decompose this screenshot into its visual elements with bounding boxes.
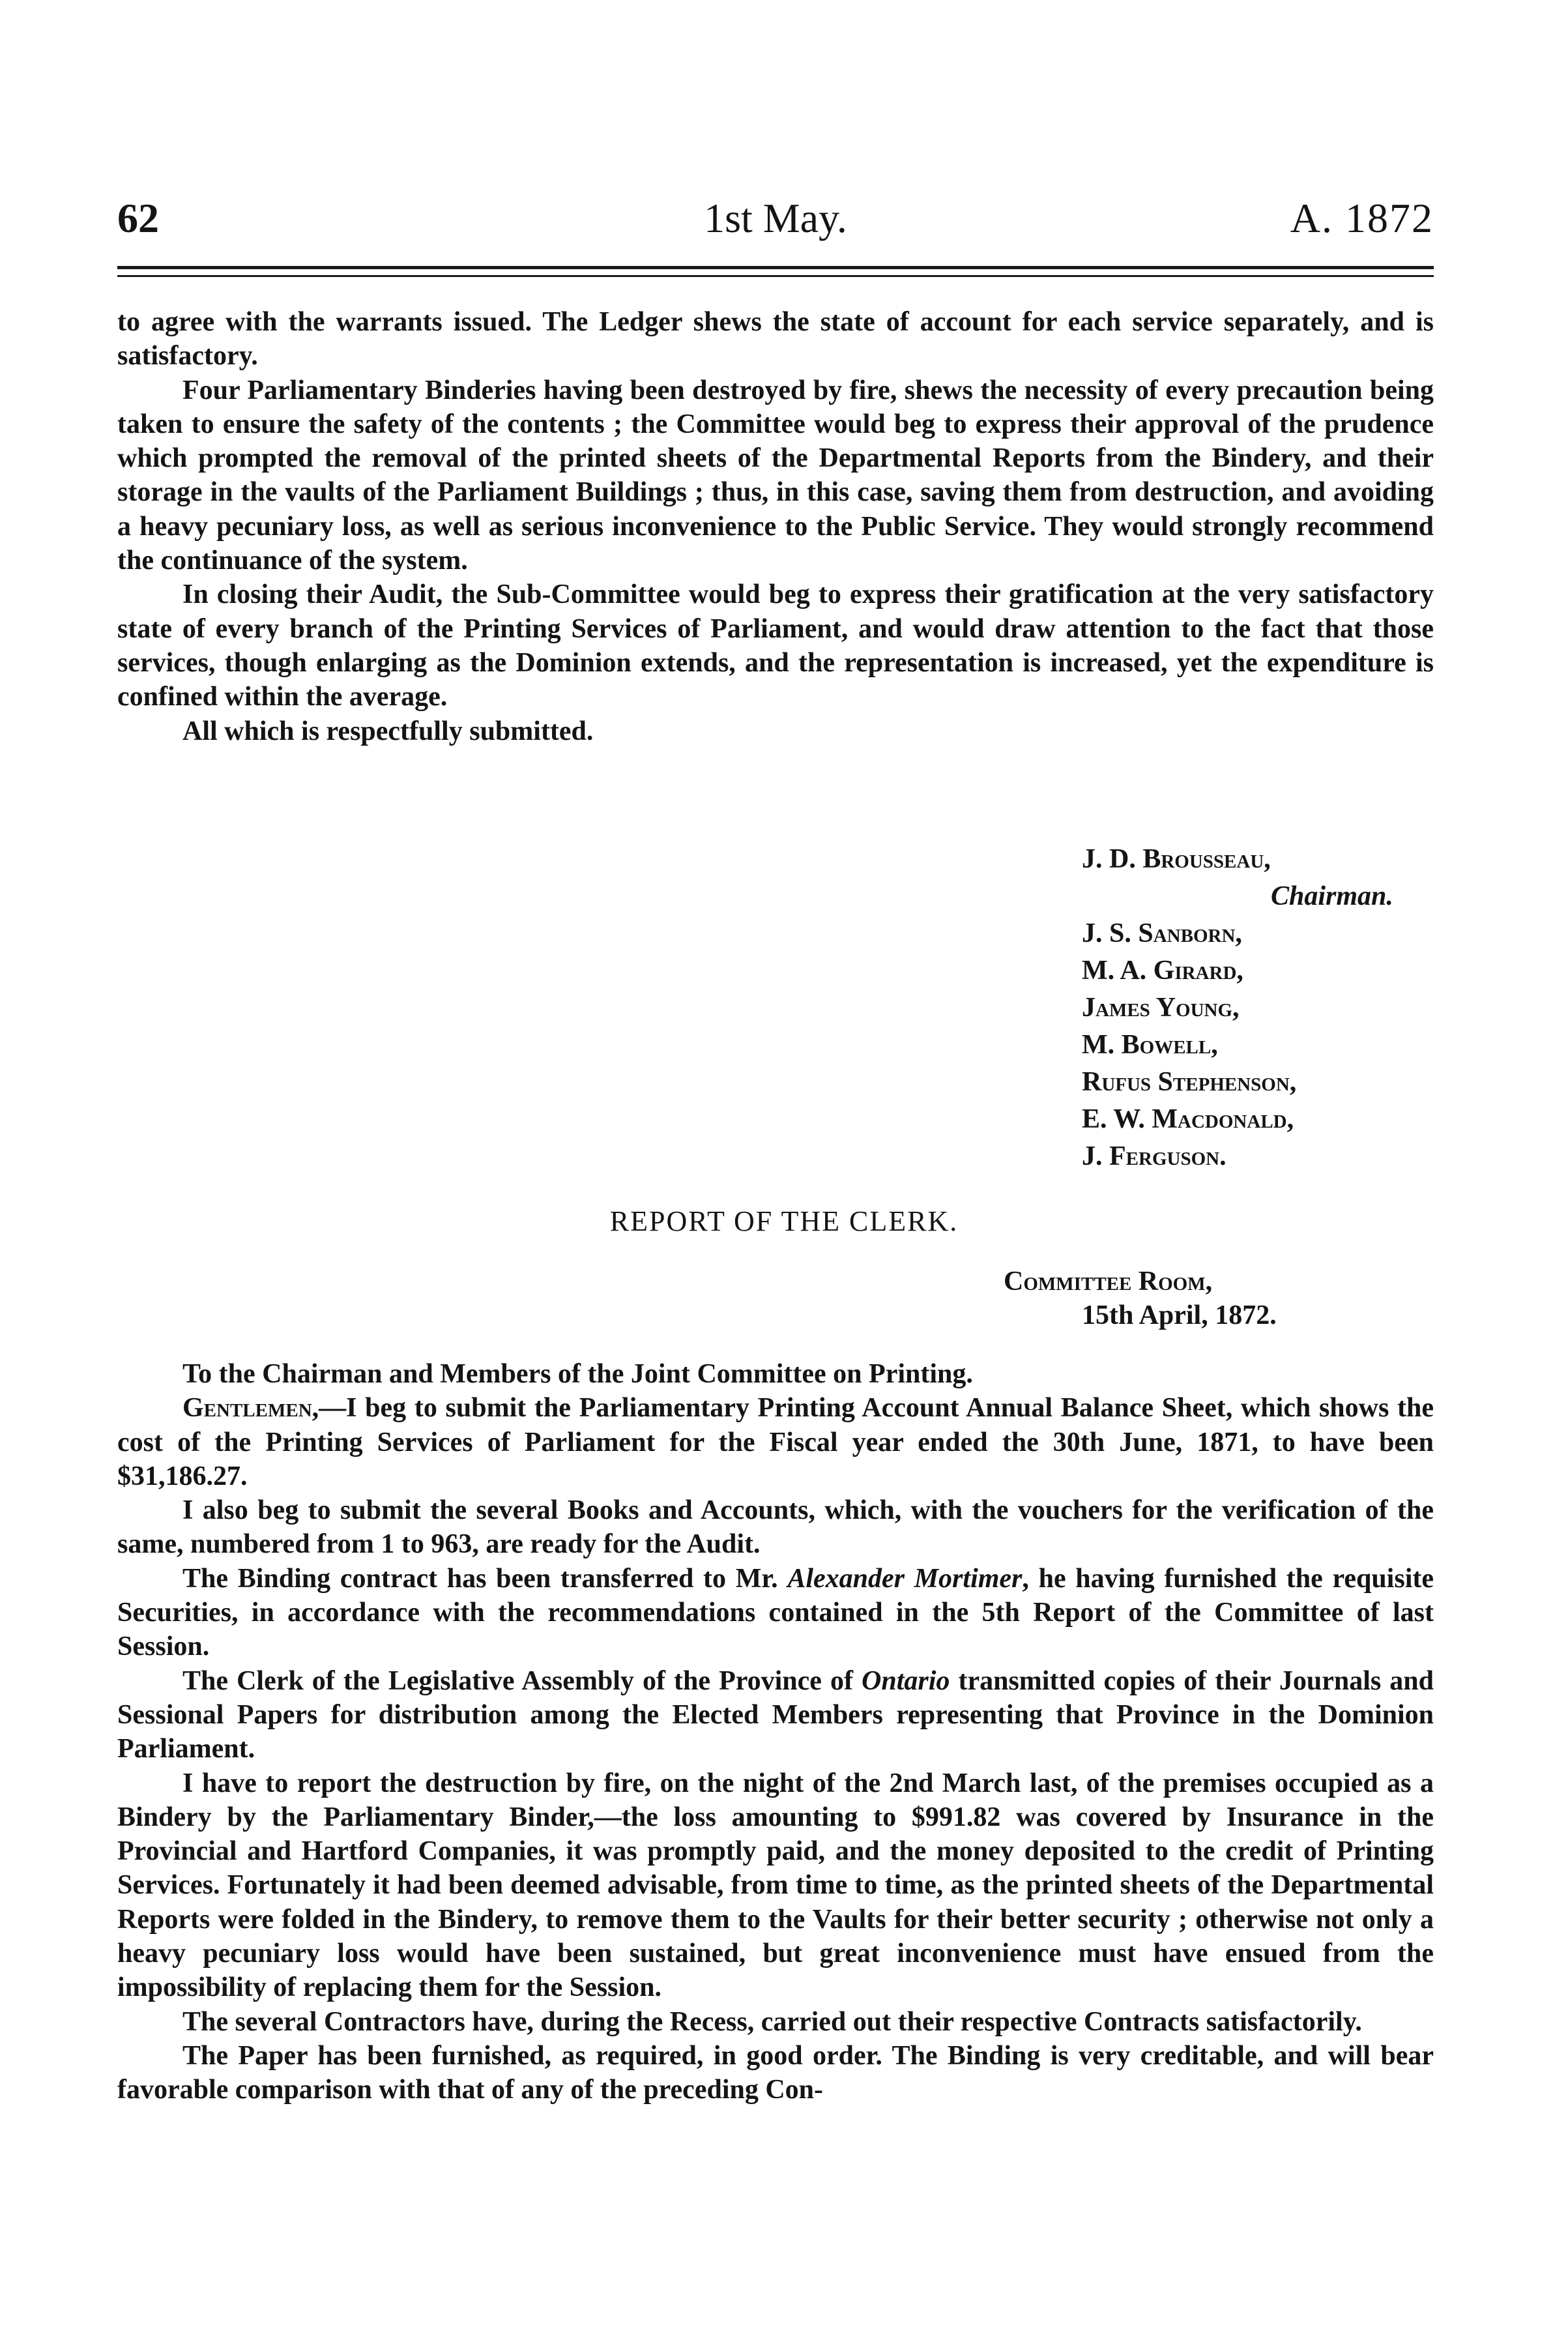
clerk-paragraph-text: , he having furnished the requisite Securities, in accordance with the recommendations contained in the 5th Report of the Committee of last Session. xyxy=(117,1563,1434,1662)
page-number: 62 xyxy=(117,195,159,241)
clerk-paragraph xyxy=(117,1664,1434,1766)
clerk-paragraph-text: The Binding contract has been transferred to Mr. xyxy=(182,1563,788,1594)
binder-name: Alexander Mortimer xyxy=(787,1563,1023,1594)
signatory: E. W. Macdonald, xyxy=(1082,1104,1294,1134)
header-rule-thick xyxy=(117,266,1434,269)
clerk-paragraph-text: transmitted copies of their Journals and Sessional Papers for distribution among the Elected Members representing that Province in the Dominion Parliament. xyxy=(117,1665,1434,1764)
clerk-paragraph xyxy=(117,1562,1434,1664)
signatory: J. S. Sanborn, xyxy=(1082,918,1242,948)
signatory: M. Bowell, xyxy=(1082,1030,1218,1060)
header-rule-thin xyxy=(117,275,1434,277)
chairman-title: Chairman. xyxy=(1271,881,1393,911)
salutation: To the Chairman and Members of the Joint Committee on Printing. xyxy=(182,1359,973,1389)
clerk-paragraph: The several Contractors have, during the Recess, carried out their respective Contracts satisfactorily. xyxy=(182,2006,1362,2037)
signatory: M. A. Girard, xyxy=(1082,956,1243,986)
signatory: J. Ferguson. xyxy=(1082,1141,1227,1171)
clerk-paragraph: The Paper has been furnished, as required, in good order. The Binding is very creditable, and will bear favorable comparison with that of any of the preceding Con- xyxy=(117,2040,1434,2105)
header-date: 1st May. xyxy=(704,195,847,241)
clerk-paragraph-text: The Clerk of the Legislative Assembly of the Province of xyxy=(182,1665,862,1696)
dateline-place: Committee Room, xyxy=(1004,1266,1213,1296)
audit-closing: All which is respectfully submitted. xyxy=(182,716,594,746)
clerk-paragraph xyxy=(117,1391,1434,1493)
gentlemen-salutation: Gentlemen, xyxy=(182,1393,319,1424)
clerk-paragraph: I have to report the destruction by fire, on the night of the 2nd March last, of the premises occupied as a Bindery by the Parliamentary Binder,—the loss amounting to $991.82 was covered by Insurance in the Provincial and Hartford Companies, it was promptly paid, and the money deposited to the credit of Printing Services. Fortunately it had been deemed advisable, from time to time, as the printed sheets of the Departmental Reports were folded in the Bindery, to remove them to the Vaults for their better security ; otherwise not only a heavy pecuniary loss would have been sustained, but great inconvenience must have ensued from the impossibility of replacing them for the Session. xyxy=(117,1768,1434,2003)
clerk-paragraph-text: —I beg to submit the Parliamentary Printing Account Annual Balance Sheet, which shows the cost of the Printing Services of Parliament for the Fiscal year ended the 30th June, 1871, to have been $31,186.27. xyxy=(117,1393,1434,1491)
audit-paragraph: to agree with the warrants issued. The Ledger shews the state of account for each service separately, and is satisfactory. xyxy=(117,307,1434,372)
page-header xyxy=(117,189,1434,248)
dateline-date: 15th April, 1872. xyxy=(1082,1300,1277,1330)
dateline xyxy=(1004,1265,1277,1332)
province-name: Ontario xyxy=(862,1665,950,1696)
section-title: REPORT OF THE CLERK. xyxy=(609,1205,959,1237)
header-year: A. 1872 xyxy=(1290,195,1434,241)
audit-paragraph: Four Parliamentary Binderies having been destroyed by fire, shews the necessity of every precaution being taken to ensure the safety of the contents ; the Committee would beg to express their approval of the prudence which prompted the removal of the printed sheets of the Departmental Reports from the Bindery, and their storage in the vaults of the Parliament Buildings ; thus, in this case, saving them from destruction, and avoiding a heavy pecuniary loss, as well as serious inconvenience to the Public Service. They would strongly recommend the continuance of the system. xyxy=(117,375,1434,576)
audit-report-text xyxy=(117,305,1434,748)
signatory: Rufus Stephenson, xyxy=(1082,1067,1297,1097)
clerk-report-text xyxy=(117,1357,1434,2107)
clerk-paragraph: I also beg to submit the several Books and Accounts, which, with the vouchers for the verification of the same, numbered from 1 to 963, are ready for the Audit. xyxy=(117,1495,1434,1560)
signatory: James Young, xyxy=(1082,993,1240,1023)
audit-paragraph: In closing their Audit, the Sub-Committee would beg to express their gratification at the very satisfactory state of every branch of the Printing Services of Parliament, and would draw attention to the fact that those services, though enlarging as the Dominion extends, and the representation is increased, yet the expenditure is confined within the average. xyxy=(117,579,1434,712)
signature-block xyxy=(1082,841,1393,1175)
signatory-chairman: J. D. Brousseau, xyxy=(1082,844,1271,874)
